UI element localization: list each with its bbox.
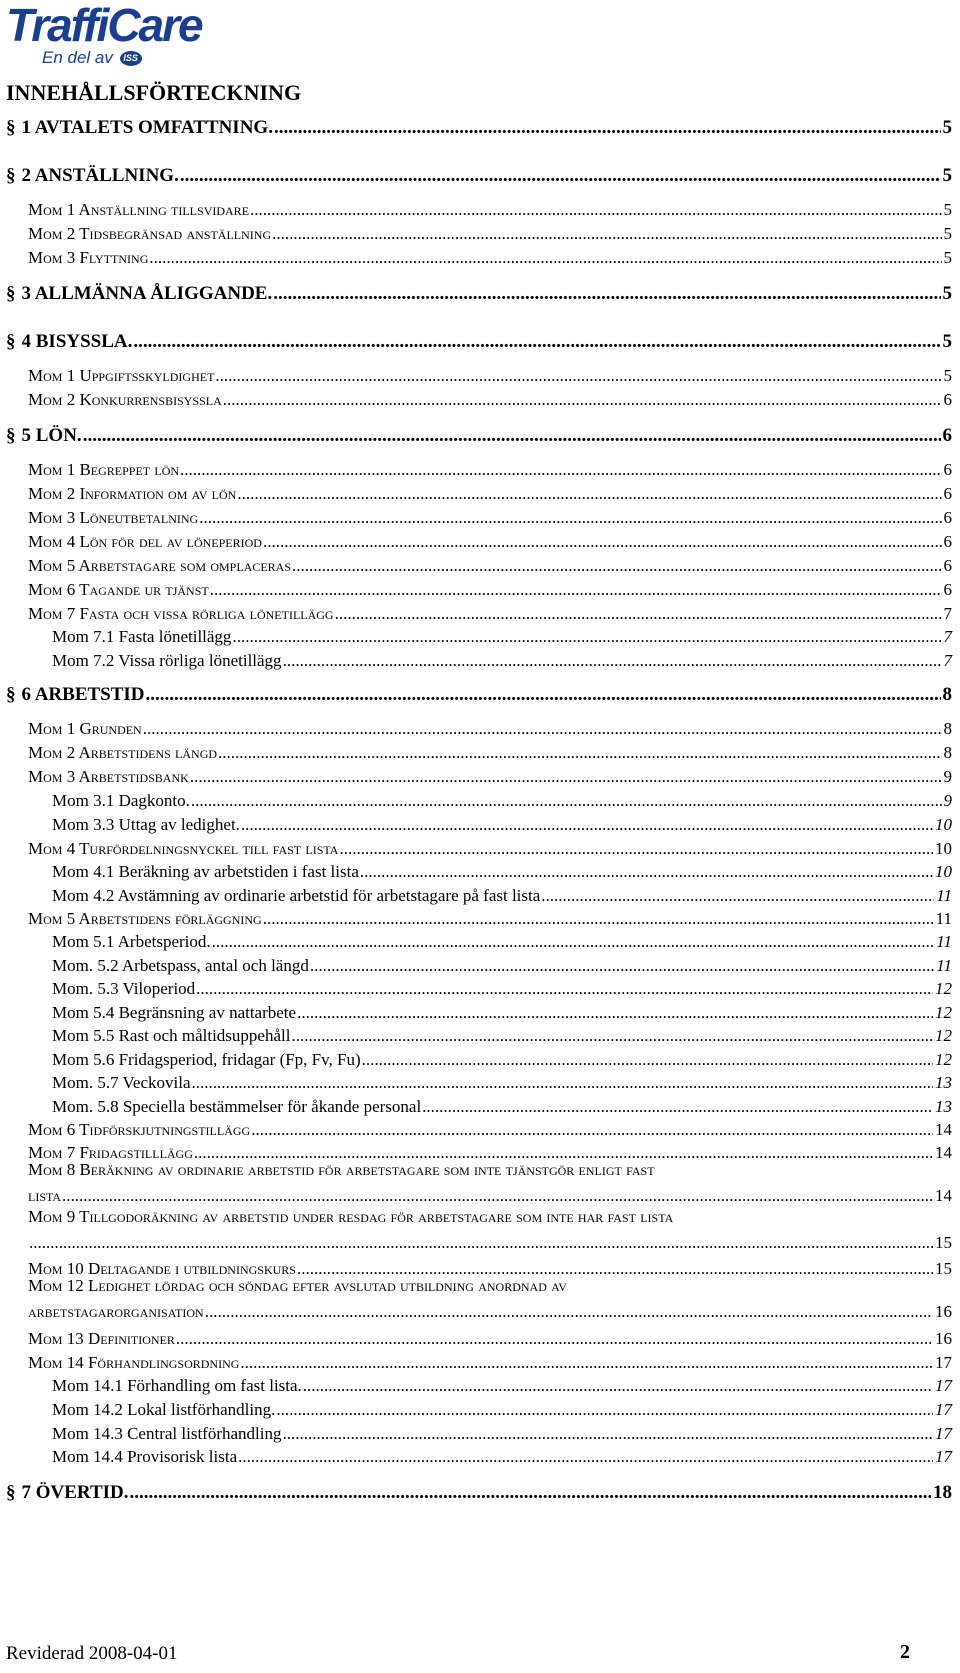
toc-entry-page: 5 [943,248,952,267]
toc-entry-page: 10 [935,839,952,858]
toc-entry[interactable] [0,161,960,187]
toc-heading: INNEHÅLLSFÖRTECKNING [6,80,302,105]
dot-leader [196,979,933,999]
dot-leader [232,627,941,647]
toc-entry-title: Mom 5.5 Rast och måltidsuppehåll [52,1026,291,1045]
dot-leader [238,1447,933,1467]
toc-entry-page: 17 [935,1353,952,1372]
toc-entry[interactable] [0,242,960,268]
toc-entry-title: Mom 5.6 Fridagsperiod, fridagar (Fp, Fv, Fu) [52,1050,361,1069]
toc-entry-title: 6 ARBETSTID [21,684,145,705]
toc-entry-page: 17 [935,1400,952,1419]
toc-entry-title: Mom 6 Tagande ur tjänst [28,580,209,599]
dot-leader [191,791,942,811]
toc-entry[interactable] [0,809,960,835]
toc-entry-title: Mom. 5.8 Speciella bestämmelser för åkande personal [52,1097,422,1116]
toc-entry-title: 4 BISYSSLA. [21,331,133,352]
section-sign-icon: § [6,165,16,186]
dot-leader [212,932,935,952]
page-number: 2 [900,1641,910,1663]
toc-entry-title: Mom 14.4 Provisorisk lista [52,1447,238,1466]
toc-entry-title: 2 ANSTÄLLNING. [21,165,179,186]
dot-leader [192,1073,933,1093]
dot-leader [263,532,942,552]
toc-entry-page: 6 [943,556,952,575]
dot-leader [292,556,941,576]
section-sign-icon: § [6,684,16,705]
toc-entry[interactable] [0,454,960,480]
toc-entry[interactable] [0,737,960,763]
toc-entry-page: 6 [943,484,952,503]
toc-entry-title: Mom 5 Arbetstagare som omplaceras [28,556,292,575]
toc-entry-title: 5 LÖN. [21,425,82,446]
dot-leader [223,390,942,410]
toc-entry[interactable] [0,194,960,220]
toc-entry-title: Mom 3.1 Dagkonto. [52,791,190,810]
toc-entry-title: Mom 7 Fasta och vissa rörliga lönetillägg [28,604,334,623]
dot-leader [190,767,942,787]
toc-entry-title: 7 ÖVERTID. [21,1482,129,1503]
dot-leader [176,1329,933,1349]
toc-entry-title: Mom 1 Grunden [28,719,142,738]
toc-entry-title: Mom 13 Definitioner [28,1329,175,1348]
toc-entry[interactable] [0,550,960,576]
toc-entry[interactable] [0,785,960,811]
toc-entry-page: 14 [935,1186,952,1205]
toc-entry-title: Mom. 5.2 Arbetspass, antal och längd [52,956,309,975]
toc-entry-page: 5 [942,117,952,138]
toc-entry-page: 11 [936,886,952,905]
dot-leader [215,366,941,386]
toc-entry[interactable] [0,1323,960,1349]
toc-entry-title: Mom 10 Deltagande i utbildningskurs [28,1259,296,1278]
dot-leader [273,283,940,305]
dot-leader [83,425,941,447]
toc-entry-page: 5 [943,366,952,385]
toc-entry-title: Mom 1 Anställning tillsvidare [28,200,250,219]
toc-entry-page: 5 [943,200,952,219]
toc-entry-page: 6 [943,532,952,551]
toc-entry[interactable] [0,327,960,353]
toc-entry-page: 12 [935,1003,952,1022]
toc-entry[interactable] [0,856,960,882]
toc-entry-page: 6 [943,508,952,527]
toc-entry-page: 7 [943,627,952,646]
toc-entry-page: 5 [942,283,952,304]
toc-entry-page: 13 [935,1073,952,1092]
toc-entry-title: Mom 3 Arbetstidsbank [28,767,189,786]
toc-entry[interactable] [0,218,960,244]
toc-entry-title: Mom 2 Konkurrensbisyssla [28,390,222,409]
toc-entry-page: 6 [942,425,952,446]
dot-leader [360,862,933,882]
toc-entry[interactable] [0,1478,960,1504]
toc-entry-title: Mom 6 Tidförskjutningstillägg [28,1120,251,1139]
toc-entry-title: Mom 14.3 Central listförhandling [52,1424,282,1443]
toc-entry-title: Mom 2 Information om av lön [28,484,237,503]
dot-leader [29,1233,933,1253]
toc-entry[interactable] [0,621,960,647]
toc-entry[interactable] [0,713,960,739]
toc-entry[interactable] [0,973,960,999]
dot-leader [237,484,941,504]
toc-entry-page: 10 [935,862,952,881]
toc-entry-title: Mom 4.1 Beräkning av arbetstiden i fast lista [52,862,359,881]
toc-entry-page: 12 [935,1026,952,1045]
toc-entry-page: 5 [942,331,952,352]
toc-entry-title: Mom 1 Uppgiftsskyldighet [28,366,215,385]
toc-entry-title: Mom. 5.7 Veckovila [52,1073,191,1092]
toc-entry-page: 13 [935,1097,952,1116]
toc-entry-title: Mom 3 Flyttning [28,248,149,267]
toc-entry[interactable] [0,1394,960,1420]
toc-entry-title: Mom 7 Fridagstilllägg [28,1143,193,1162]
toc-entry[interactable] [0,645,960,671]
toc-entry-page: 17 [935,1424,952,1443]
toc-entry-page: 17 [935,1447,952,1466]
dot-leader [283,651,942,671]
section-sign-icon: § [6,1482,16,1503]
toc-entry-title: Mom. 5.3 Viloperiod [52,979,196,998]
toc-entry-title: 1 AVTALETS OMFATTNING. [21,117,273,138]
toc-entry-page: 16 [935,1329,952,1348]
dot-leader [149,248,941,268]
toc-entry-page: 11 [936,932,952,951]
dot-leader [250,200,941,220]
toc-entry-page: 15 [935,1233,952,1252]
toc-entry-title-line: Mom 12 Ledighet lördag och söndag efter avslutad utbildning anordnad av [28,1276,567,1295]
toc-entry[interactable] [0,1227,960,1253]
toc-entry[interactable] [0,1020,960,1046]
toc-entry[interactable] [0,1067,960,1093]
toc-entry-title: Mom 1 Begreppet lön [28,460,180,479]
toc-entry-page: 17 [935,1376,952,1395]
dot-leader [272,224,941,244]
section-sign-icon: § [6,283,16,304]
dot-leader [205,1302,933,1322]
toc-entry-page: 15 [935,1259,952,1278]
toc-entry-page: 7 [943,604,952,623]
toc-entry[interactable] [0,1370,960,1396]
toc-entry[interactable] [0,680,960,706]
toc-entry-title: Mom 5.1 Arbetsperiod. [52,932,211,951]
toc-entry[interactable] [0,384,960,410]
toc-entry-page: 11 [936,956,952,975]
toc-entry-title: Mom 7.1 Fasta lönetillägg [52,627,232,646]
toc-entry-page: 14 [935,1143,952,1162]
toc-entry-page: 6 [943,580,952,599]
section-sign-icon: § [6,331,16,352]
dot-leader [143,719,942,739]
toc-entry-page: 12 [935,979,952,998]
toc-entry[interactable] [0,360,960,386]
section-sign-icon: § [6,425,16,446]
toc-entry-page: 8 [943,719,952,738]
toc-entry-title: Mom 4 Turfördelningsnyckel till fast lista [28,839,339,858]
logo-tagline [42,48,142,68]
dot-leader [303,1376,933,1396]
dot-leader [62,1186,933,1206]
toc-entry-page: 10 [935,815,952,834]
logo-tagline-text: En del av [42,48,113,67]
dot-leader [276,1400,933,1420]
toc-entry[interactable] [0,478,960,504]
dot-leader [241,815,933,835]
toc-entry-title-line: Mom 8 Beräkning av ordinarie arbetstid för arbetstagare som inte tjänstgör enligt fast [28,1160,655,1179]
toc-entry-title: Mom 4 Lön för del av löneperiod [28,532,262,551]
toc-entry[interactable] [0,421,960,447]
toc-entry-title: 3 ALLMÄNNA ÅLIGGANDE. [21,283,273,304]
logo-wordmark: TraffiCare [6,0,202,51]
toc-entry-page: 11 [935,909,952,928]
toc-entry-page: 5 [942,165,952,186]
toc-entry[interactable] [0,113,960,139]
iss-badge-icon: ISS [120,51,142,66]
toc-entry[interactable] [0,279,960,305]
toc-entry[interactable] [0,1441,960,1467]
dot-leader [133,331,940,353]
toc-entry-title: lista [28,1186,62,1205]
dot-leader [180,165,941,187]
dot-leader [291,1026,933,1046]
toc-entry-page: 6 [943,460,952,479]
toc-entry-page: 7 [943,651,952,670]
toc-entry-title: Mom 14.1 Förhandling om fast lista. [52,1376,302,1395]
toc-entry-page: 9 [943,767,952,786]
toc-entry-page: 14 [935,1120,952,1139]
toc-entry-title: arbetstagarorganisation [28,1302,204,1321]
dot-leader [180,460,941,480]
toc-entry-title: Mom 3.3 Uttag av ledighet. [52,815,240,834]
traffiCare-logo [6,2,236,72]
toc-entry-title: Mom 5 Arbetstidens förläggning [28,909,262,928]
toc-entry[interactable] [0,926,960,952]
section-sign-icon: § [6,117,16,138]
toc-entry[interactable] [0,526,960,552]
toc-entry-page: 8 [943,743,952,762]
dot-leader [199,508,941,528]
toc-entry-page: 12 [935,1050,952,1069]
toc-entry-page: 5 [943,224,952,243]
toc-entry-title: Mom 2 Arbetstidens längd [28,743,218,762]
dot-leader [218,743,941,763]
dot-leader [130,1482,931,1504]
toc-entry-page: 18 [933,1482,952,1503]
dot-leader [210,580,942,600]
toc-entry-title: Mom 7.2 Vissa rörliga lönetillägg [52,651,282,670]
toc-entry-title-line: Mom 9 Tillgodoräkning av arbetstid under resdag för arbetstagare som inte har fast lista [28,1207,674,1226]
toc-entry-title: Mom 4.2 Avstämning av ordinarie arbetstid för arbetstagare på fast lista [52,886,541,905]
toc-entry[interactable] [0,1296,960,1322]
toc-entry-title: Mom 2 Tidsbegränsad anställning [28,224,272,243]
toc-entry[interactable] [0,1180,960,1206]
revision-date: Reviderad 2008-04-01 [6,1643,178,1664]
dot-leader [146,684,941,706]
toc-entry-title: Mom 14 Förhandlingsordning [28,1353,240,1372]
toc-entry-title: Mom 5.4 Begränsning av nattarbete [52,1003,297,1022]
toc-entry[interactable] [0,761,960,787]
toc-entry[interactable] [0,574,960,600]
toc-entry-page: 8 [942,684,952,705]
dot-leader [274,117,941,139]
toc-entry-page: 9 [943,791,952,810]
toc-entry-title: Mom 3 Löneutbetalning [28,508,199,527]
toc-entry-page: 6 [943,390,952,409]
toc-entry-page: 16 [935,1302,952,1321]
toc-entry[interactable] [0,502,960,528]
toc-entry-title: Mom 14.2 Lokal listförhandling. [52,1400,276,1419]
